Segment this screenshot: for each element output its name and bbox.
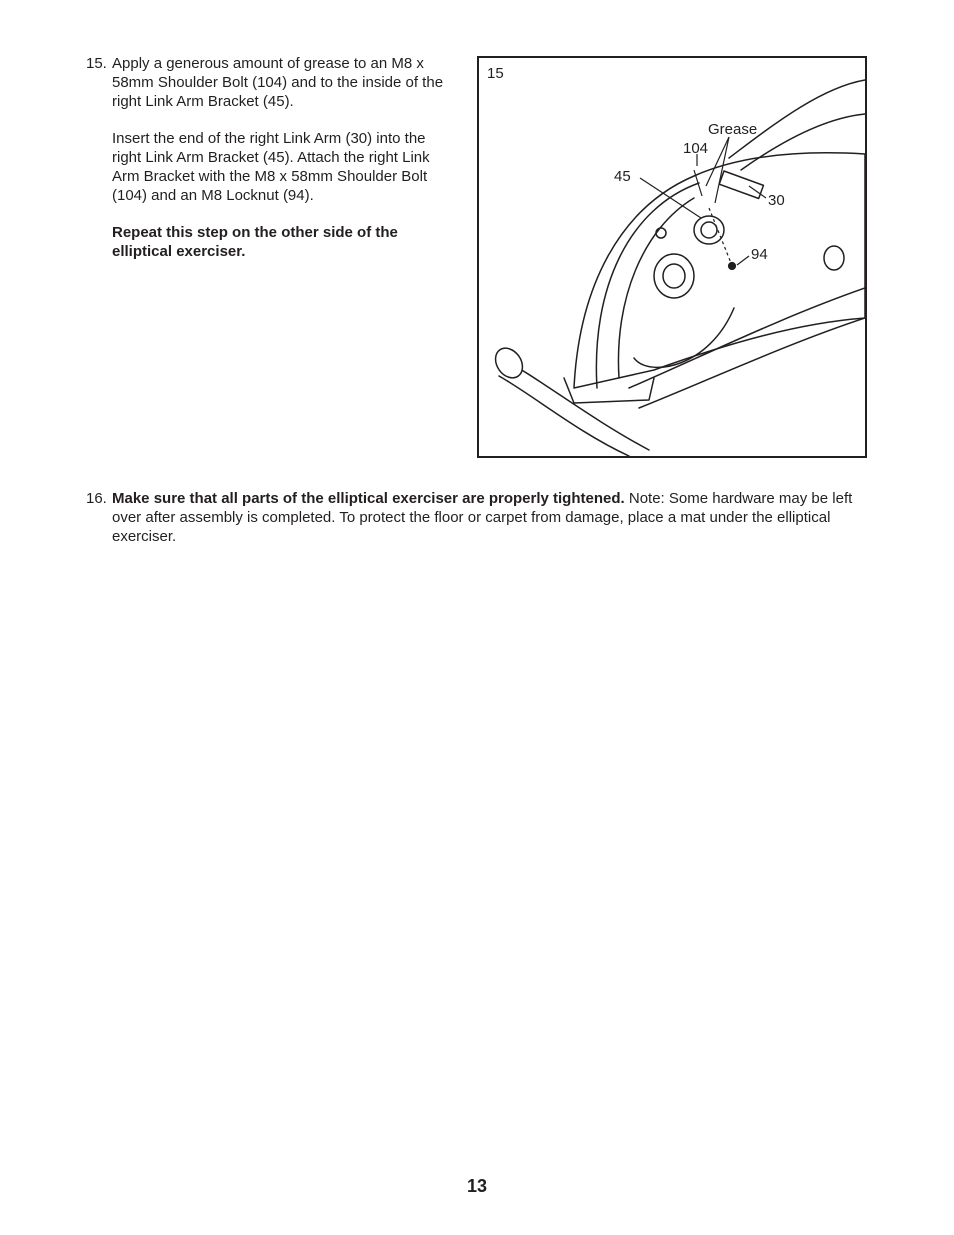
page-number: 13 [466, 1176, 488, 1196]
step-note: Note: Some hardware may be left over after assembly is completed. To protect the floor or carpet from damage, place a mat under the elliptical exerciser. [112, 490, 853, 545]
rear-wheel [824, 246, 844, 270]
stabilizer-cap [490, 343, 528, 383]
label-part-94: 94 [751, 246, 768, 263]
step-number: 15. [86, 55, 107, 72]
step-note [112, 223, 456, 261]
pivot-hub [654, 254, 694, 298]
elliptical-drawing [479, 58, 865, 456]
figure-number: 15 [487, 65, 504, 82]
bracket-45 [694, 216, 724, 244]
top-arm [729, 80, 865, 158]
step-body [112, 489, 876, 546]
step-instruction: Insert the end of the right Link Arm (30) into the right Link Arm Bracket (45). Attach the right Link Arm Bracket with the M8 x 58mm Shoulder Bolt (104) and an M8 Locknut (94). [112, 130, 430, 204]
repeat-note: Repeat this step on the other side of the elliptical exerciser. [112, 224, 398, 260]
step-body [112, 54, 456, 261]
step-instruction: Apply a generous amount of grease to an M8 x 58mm Shoulder Bolt (104) and to the inside of the right Link Arm Bracket (45). [112, 55, 444, 110]
step-instruction [112, 489, 876, 546]
label-part-104: 104 [683, 140, 709, 157]
stabilizer-tube-lower [499, 376, 629, 456]
locknut-94 [729, 263, 736, 270]
label-part-45: 45 [614, 168, 631, 185]
label-grease: Grease [708, 121, 758, 138]
label-part-30: 30 [768, 192, 785, 209]
tighten-warning: Make sure that all parts of the elliptical exerciser are properly tightened. [112, 490, 625, 507]
frame-main-body [574, 153, 865, 388]
assembly-figure [477, 56, 867, 458]
step-number: 16. [86, 490, 107, 507]
